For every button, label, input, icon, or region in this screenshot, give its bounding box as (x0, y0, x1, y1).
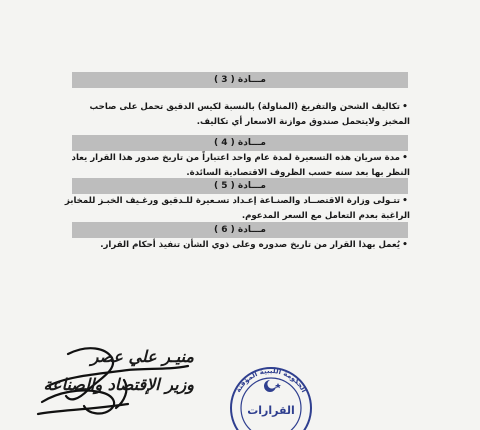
bullet-icon: • (402, 153, 408, 163)
signatory-title: وزير الإقتصاد والصناعة (43, 375, 194, 394)
clause-text: تتـولى وزارة الاقتصــاد والصنـاعة إعـداد تسـعيرة للـدقيق ورغـيف الخبـز للمخابز الراغبة بعدم التعامل مع السعر المدعوم. (64, 196, 410, 221)
stamp-top-text: الحكومة الليبية المؤقتة (234, 366, 308, 394)
article-clause-6 (62, 238, 410, 253)
article-heading-5 (72, 178, 408, 194)
article-clause-5 (62, 194, 410, 223)
article-heading-text: مـــادة ( 5 ) (214, 181, 267, 191)
article-heading-6 (72, 222, 408, 238)
clause-text: تكاليف الشحن والتفريغ (المناولة) بالنسبة لكيس الدقيق تحمل على صاحب المخبز ولايتحمل صندوق موازنة الاسعار أي تكاليف. (89, 102, 410, 127)
article-heading-4 (72, 135, 408, 151)
signatory-name: منيـر علي عصر (90, 347, 194, 366)
clause-text: يُعمل بهذا القرار من تاريخ صدوره وعلى ذوي الشأن تنفيذ أحكام القرار. (100, 240, 400, 250)
article-heading-text: مـــادة ( 4 ) (214, 138, 267, 148)
stamp-center-text: القرارات (247, 404, 295, 417)
official-stamp-icon (226, 362, 316, 430)
signature-block (43, 346, 194, 396)
clause-text: مدة سريان هذه التسعيرة لمدة عام واحد اعتباراً من تاريخ صدور هذا القرار يعاد النظر بها بعد سنه حسب الظروف الاقتصادية السائدة. (71, 153, 410, 178)
bullet-icon: • (402, 196, 408, 206)
article-clause-4 (62, 151, 410, 180)
article-heading-text: مـــادة ( 3 ) (214, 75, 267, 85)
article-heading-text: مـــادة ( 6 ) (214, 225, 267, 235)
bullet-icon: • (402, 240, 408, 250)
bullet-icon: • (402, 102, 408, 112)
article-heading-3 (72, 72, 408, 88)
article-clause-3 (62, 100, 410, 129)
